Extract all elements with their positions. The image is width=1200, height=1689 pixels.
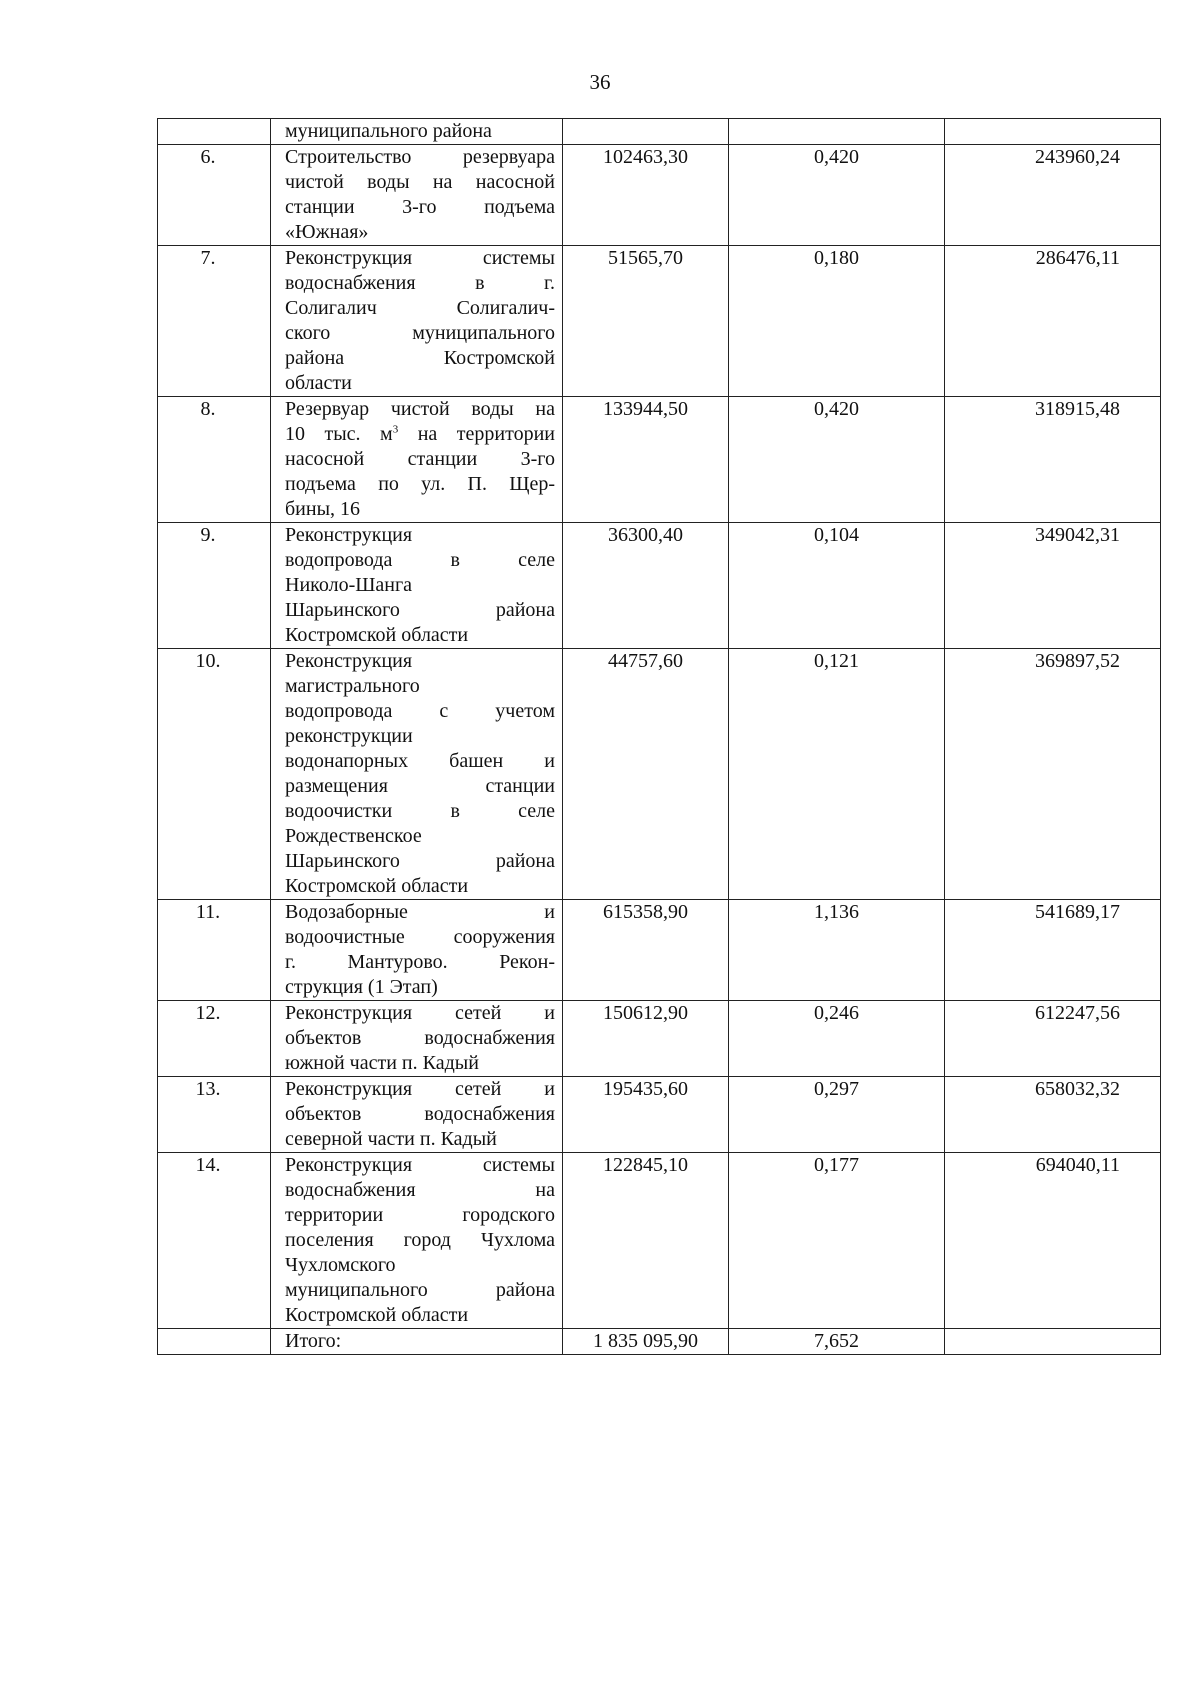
name-line: Реконструкция сетей и	[285, 1002, 555, 1024]
name-line: Реконструкция сетей и	[285, 1078, 555, 1100]
row-name-cell	[271, 119, 563, 145]
row-name-cell	[271, 523, 563, 649]
row-cumulative-cell: 694040,11	[945, 1153, 1161, 1329]
row-length-cell: 0,104	[729, 523, 945, 649]
name-line: Реконструкция системы	[285, 247, 555, 269]
row-cumulative-cell: 658032,32	[945, 1077, 1161, 1153]
row-length-cell	[729, 119, 945, 145]
row-cost-cell: 615358,90	[563, 900, 729, 1001]
name-line: Чухломского	[285, 1254, 396, 1276]
row-cost-cell	[563, 119, 729, 145]
name-line: области	[285, 372, 352, 394]
row-length-cell: 0,177	[729, 1153, 945, 1329]
row-number-cell: 8.	[158, 397, 271, 523]
row-number-cell: 14.	[158, 1153, 271, 1329]
name-line: водопровода в селе	[285, 549, 555, 571]
row-length-cell: 1,136	[729, 900, 945, 1001]
row-number-cell	[158, 119, 271, 145]
row-name-cell	[271, 1153, 563, 1329]
row-number-cell: 6.	[158, 145, 271, 246]
row-cumulative-cell: 541689,17	[945, 900, 1161, 1001]
name-line: муниципального района	[285, 1279, 555, 1301]
row-cumulative-cell: 318915,48	[945, 397, 1161, 523]
name-line: объектов водоснабжения	[285, 1027, 555, 1049]
page-number: 36	[589, 70, 611, 94]
name-line: чистой воды на насосной	[285, 171, 555, 193]
name-line: подъема по ул. П. Щер-	[285, 473, 555, 495]
name-line	[285, 422, 555, 447]
name-line-part: на территории	[417, 423, 555, 445]
row-length-cell: 0,180	[729, 246, 945, 397]
row-cumulative-cell: 243960,24	[945, 145, 1161, 246]
name-line: реконструкции	[285, 725, 413, 747]
name-line: Шарьинского района	[285, 599, 555, 621]
row-name-cell	[271, 1001, 563, 1077]
row-length-cell: 0,420	[729, 145, 945, 246]
total-cost: 1 835 095,90	[563, 1329, 729, 1355]
row-cost-cell: 133944,50	[563, 397, 729, 523]
name-line: водоочистки в селе	[285, 800, 555, 822]
row-cost-cell: 44757,60	[563, 649, 729, 900]
total-label-text: Итого:	[285, 1330, 342, 1352]
table-row	[158, 397, 1161, 523]
name-line: поселения город Чухлома	[285, 1229, 555, 1251]
row-name-cell	[271, 246, 563, 397]
table-row	[158, 145, 1161, 246]
name-line: станции 3-го подъема	[285, 196, 555, 218]
name-line: Рождественское	[285, 825, 422, 847]
name-line: Резервуар чистой воды на	[285, 398, 555, 420]
total-label	[271, 1329, 563, 1355]
name-line: северной части п. Кадый	[285, 1128, 497, 1150]
table-row	[158, 1153, 1161, 1329]
name-line: Костромской области	[285, 875, 469, 897]
row-cost-cell: 102463,30	[563, 145, 729, 246]
row-number-cell: 7.	[158, 246, 271, 397]
table-row	[158, 649, 1161, 900]
name-line: водоочистные сооружения	[285, 926, 555, 948]
row-number-cell: 9.	[158, 523, 271, 649]
name-line: г. Мантурово. Рекон-	[285, 951, 555, 973]
row-length-cell: 0,246	[729, 1001, 945, 1077]
table-row	[158, 1001, 1161, 1077]
row-name-cell	[271, 397, 563, 523]
name-line: бины, 16	[285, 498, 361, 520]
table-row	[158, 1077, 1161, 1153]
name-line: Николо-Шанга	[285, 574, 413, 596]
total-cumulative	[945, 1329, 1161, 1355]
row-cumulative-cell: 369897,52	[945, 649, 1161, 900]
row-cumulative-cell: 349042,31	[945, 523, 1161, 649]
superscript: 3	[392, 423, 399, 436]
name-line: ского муниципального	[285, 322, 555, 344]
row-cost-cell: 51565,70	[563, 246, 729, 397]
name-line: территории городского	[285, 1204, 555, 1226]
row-cumulative-cell: 286476,11	[945, 246, 1161, 397]
name-line: объектов водоснабжения	[285, 1103, 555, 1125]
name-line: Реконструкция	[285, 524, 413, 546]
row-name-cell	[271, 649, 563, 900]
table-row	[158, 119, 1161, 145]
row-length-cell: 0,420	[729, 397, 945, 523]
name-line: района Костромской	[285, 347, 555, 369]
row-length-cell: 0,297	[729, 1077, 945, 1153]
name-line: Реконструкция	[285, 650, 413, 672]
total-length: 7,652	[729, 1329, 945, 1355]
name-line: Солигалич Солигалич-	[285, 297, 555, 319]
row-number-cell	[158, 1329, 271, 1355]
row-name-cell	[271, 900, 563, 1001]
table-row	[158, 900, 1161, 1001]
row-cost-cell: 122845,10	[563, 1153, 729, 1329]
name-line-part: 10 тыс. м	[285, 423, 393, 445]
row-cumulative-cell: 612247,56	[945, 1001, 1161, 1077]
table-row	[158, 246, 1161, 397]
name-line: водонапорных башен и	[285, 750, 555, 772]
name-line: магистрального	[285, 675, 420, 697]
row-cost-cell: 36300,40	[563, 523, 729, 649]
row-cost-cell: 150612,90	[563, 1001, 729, 1077]
name-line: «Южная»	[285, 221, 369, 243]
row-name-cell	[271, 145, 563, 246]
table-row	[158, 523, 1161, 649]
row-number-cell: 13.	[158, 1077, 271, 1153]
total-row	[158, 1329, 1161, 1355]
row-number-cell: 10.	[158, 649, 271, 900]
name-line: размещения станции	[285, 775, 555, 797]
row-name-cell	[271, 1077, 563, 1153]
row-number-cell: 12.	[158, 1001, 271, 1077]
name-line: Реконструкция системы	[285, 1154, 555, 1176]
name-line: Строительство резервуара	[285, 146, 555, 168]
name-line: южной части п. Кадый	[285, 1052, 479, 1074]
name-line: насосной станции 3-го	[285, 448, 555, 470]
name-line: водоснабжения на	[285, 1179, 555, 1201]
row-length-cell: 0,121	[729, 649, 945, 900]
name-line: Костромской области	[285, 624, 469, 646]
row-number-cell: 11.	[158, 900, 271, 1001]
continuation-text: муниципального района	[285, 120, 492, 142]
name-line: Костромской области	[285, 1304, 469, 1326]
name-line: водопровода с учетом	[285, 700, 555, 722]
name-line: водоснабжения в г.	[285, 272, 555, 294]
name-line: Шарьинского района	[285, 850, 555, 872]
projects-table	[157, 118, 1161, 1355]
name-line: струкция (1 Этап)	[285, 976, 438, 998]
row-cost-cell: 195435,60	[563, 1077, 729, 1153]
name-line: Водозаборные и	[285, 901, 555, 923]
row-cumulative-cell	[945, 119, 1161, 145]
